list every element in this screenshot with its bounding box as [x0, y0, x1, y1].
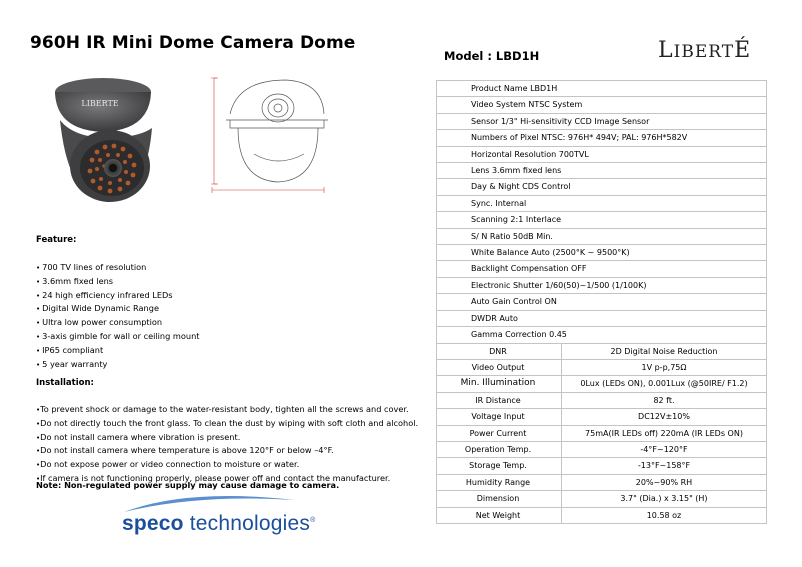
table-row [437, 507, 767, 523]
list-item: • If camera is not functioning properly, please power off and contact the manufacturer. [36, 472, 418, 486]
list-item: • 24 high efficiency infrared LEDs [36, 289, 200, 303]
table-row [437, 212, 767, 228]
spec-label: Video Output [437, 359, 562, 375]
spec-cell: Numbers of Pixel NTSC: 976H* 494V; PAL: 976H*582V [437, 130, 767, 146]
spec-value: 0Lux (LEDs ON), 0.001Lux (@50IRE/ F1.2) [562, 376, 767, 392]
table-row [437, 343, 767, 359]
spec-cell: Video System NTSC System [437, 97, 767, 113]
spec-label: Voltage Input [437, 409, 562, 425]
spec-value: -13°F~158°F [562, 458, 767, 474]
table-row [437, 146, 767, 162]
spec-cell: Lens 3.6mm fixed lens [437, 163, 767, 179]
table-row [437, 359, 767, 375]
spec-value: 10.58 oz [562, 507, 767, 523]
table-row [437, 228, 767, 244]
spec-cell: Scanning 2:1 Interlace [437, 212, 767, 228]
warning-note: Note: Non-regulated power supply may cause damage to camera. [36, 480, 340, 490]
table-row [437, 294, 767, 310]
spec-cell: S/ N Ratio 50dB Min. [437, 228, 767, 244]
table-row [437, 195, 767, 211]
spec-label: Humidity Range [437, 474, 562, 490]
table-row [437, 441, 767, 457]
table-row [437, 81, 767, 97]
table-row [437, 245, 767, 261]
list-item: • 700 TV lines of resolution [36, 261, 200, 275]
list-item: • To prevent shock or damage to the water-resistant body, tighten all the screws and cover. [36, 403, 418, 417]
spec-label: Min. Illumination [437, 376, 562, 392]
spec-value: 3.7" (Dia.) x 3.15" (H) [562, 491, 767, 507]
spec-label: IR Distance [437, 392, 562, 408]
table-row [437, 376, 767, 392]
table-row [437, 474, 767, 490]
table-row [437, 113, 767, 129]
dimension-drawing [208, 72, 328, 207]
table-row [437, 310, 767, 326]
spec-cell: Day & Night CDS Control [437, 179, 767, 195]
list-item: • Do not expose power or video connection to moisture or water. [36, 458, 418, 472]
spec-cell: Horizontal Resolution 700TVL [437, 146, 767, 162]
list-item: • Ultra low power consumption [36, 316, 200, 330]
feature-heading: Feature: [36, 235, 77, 245]
spec-label: Power Current [437, 425, 562, 441]
list-item: • Do not directly touch the front glass. To clean the dust by wiping with soft cloth and alcohol. [36, 417, 418, 431]
spec-value: 20%~90% RH [562, 474, 767, 490]
model-label: Model : LBD1H [444, 49, 540, 63]
camera-brand: LIBERTE [81, 99, 119, 108]
table-row [437, 409, 767, 425]
spec-label: Storage Temp. [437, 458, 562, 474]
list-item: • 5 year warranty [36, 358, 200, 372]
table-row [437, 458, 767, 474]
table-row [437, 261, 767, 277]
list-item: • Digital Wide Dynamic Range [36, 302, 200, 316]
table-row [437, 163, 767, 179]
list-item: • 3-axis gimble for wall or ceiling mount [36, 330, 200, 344]
spec-value: 82 ft. [562, 392, 767, 408]
table-row [437, 425, 767, 441]
spec-value: DC12V±10% [562, 409, 767, 425]
spec-cell: Gamma Correction 0.45 [437, 327, 767, 343]
spec-cell: White Balance Auto (2500°K ~ 9500°K) [437, 245, 767, 261]
spec-value: 75mA(IR LEDs off) 220mA (IR LEDs ON) [562, 425, 767, 441]
spec-value: 1V p-p,75Ω [562, 359, 767, 375]
feature-list [36, 261, 200, 371]
liberte-logo: LIBERTÉ [658, 38, 752, 63]
list-item: • Do not install camera where vibration is present. [36, 431, 418, 445]
spec-cell: Sensor 1/3" Hi-sensitivity CCD Image Sensor [437, 113, 767, 129]
table-row [437, 277, 767, 293]
table-row [437, 392, 767, 408]
table-row [437, 179, 767, 195]
spec-label: DNR [437, 343, 562, 359]
table-row [437, 97, 767, 113]
list-item: • Do not install camera where temperature is above 120°F or below –4°F. [36, 444, 418, 458]
installation-heading: Installation: [36, 378, 94, 388]
spec-cell: Electronic Shutter 1/60(50)~1/500 (1/100K) [437, 277, 767, 293]
spec-label: Operation Temp. [437, 441, 562, 457]
spec-cell: Sync. Internal [437, 195, 767, 211]
spec-table [436, 80, 767, 524]
table-row [437, 491, 767, 507]
spec-label: Dimension [437, 491, 562, 507]
speco-logo: speco technologies® [122, 512, 316, 535]
installation-list [36, 403, 418, 486]
camera-photo [48, 68, 158, 208]
spec-label: Net Weight [437, 507, 562, 523]
list-item: • 3.6mm fixed lens [36, 275, 200, 289]
spec-cell: Backlight Compensation OFF [437, 261, 767, 277]
spec-cell: DWDR Auto [437, 310, 767, 326]
table-row [437, 327, 767, 343]
spec-value: 2D Digital Noise Reduction [562, 343, 767, 359]
table-row [437, 130, 767, 146]
spec-value: -4°F~120°F [562, 441, 767, 457]
spec-cell: Product Name LBD1H [437, 81, 767, 97]
spec-cell: Auto Gain Control ON [437, 294, 767, 310]
list-item: • IP65 compliant [36, 344, 200, 358]
page-title: 960H IR Mini Dome Camera Dome [30, 33, 356, 53]
